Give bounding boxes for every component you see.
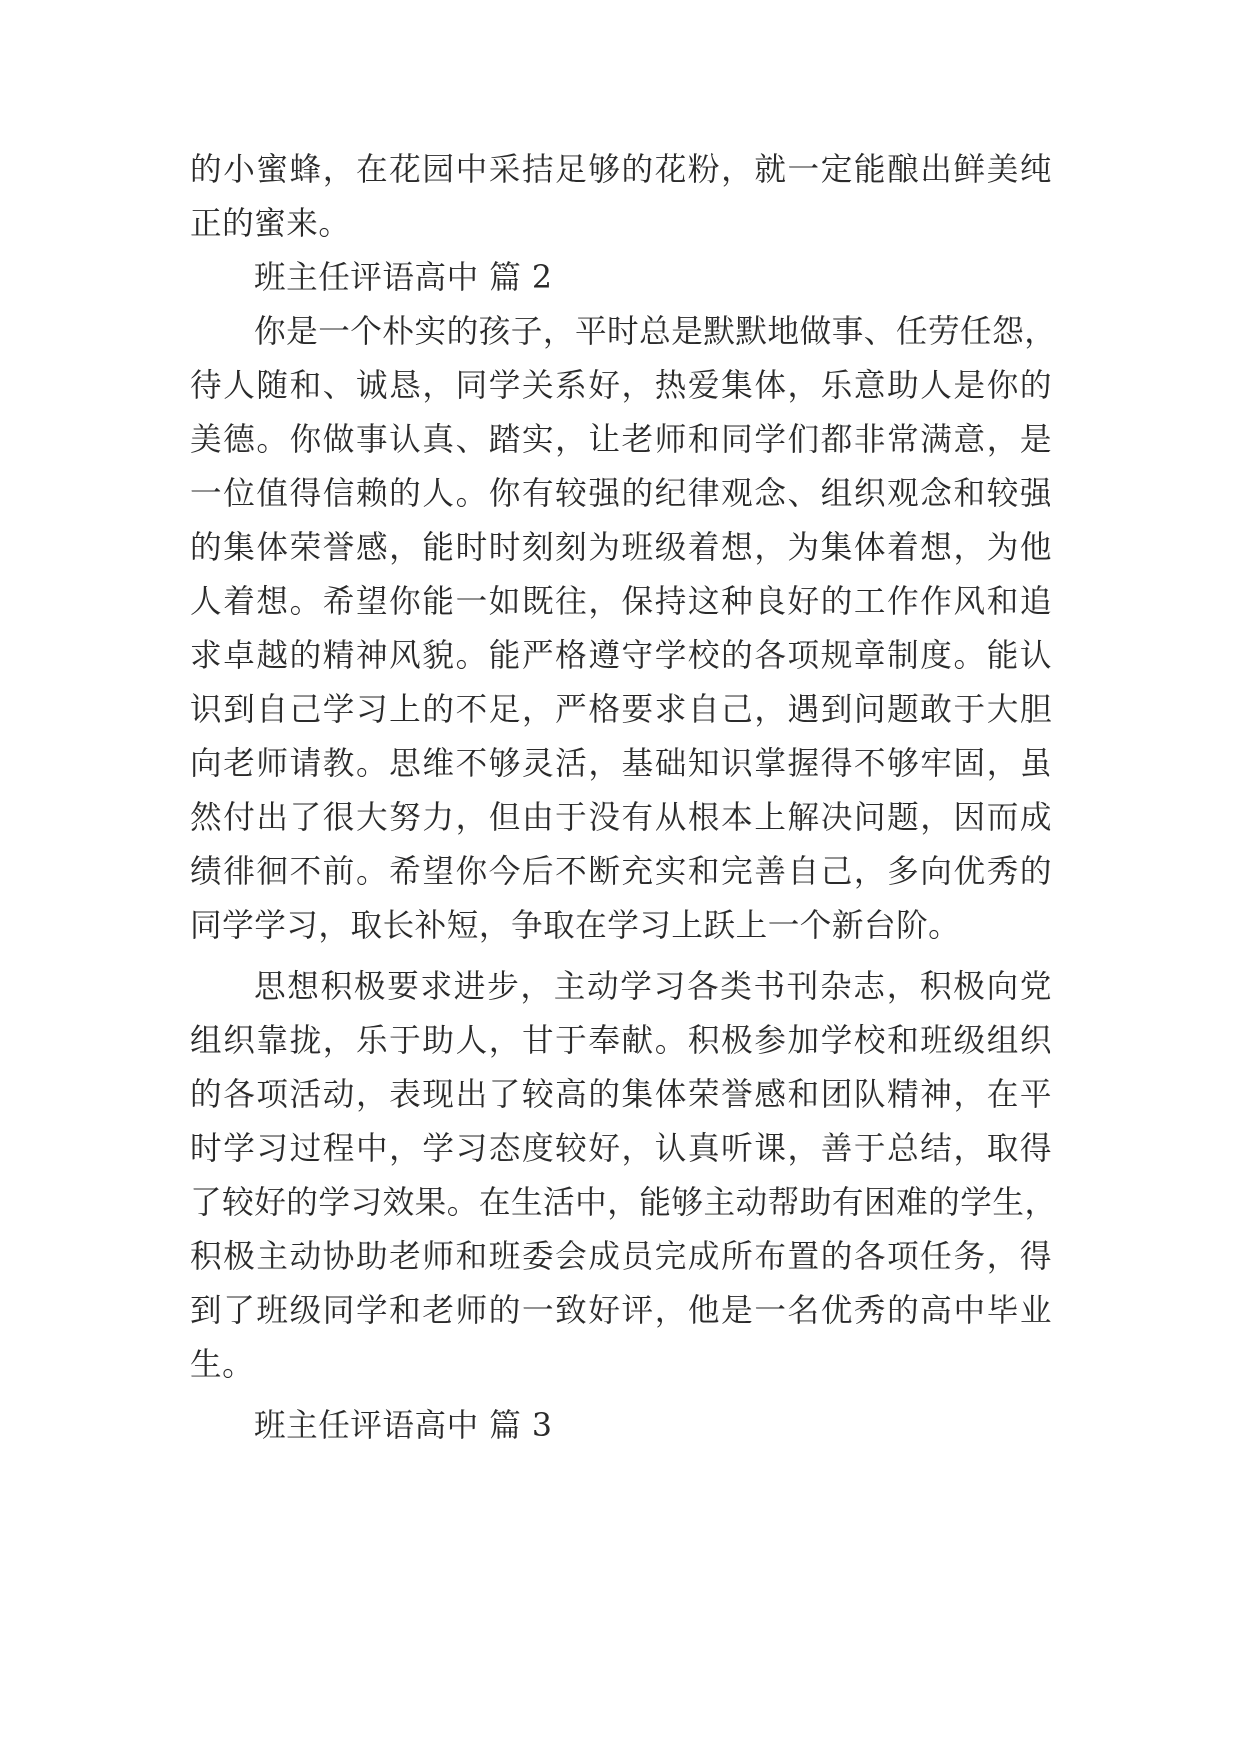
section-heading: 班主任评语高中 篇 3 <box>254 1408 553 1444</box>
paragraph-line: 了较好的学习效果。在生活中，能够主动帮助有困难的学生， <box>190 1185 1057 1221</box>
paragraph-line: 时学习过程中，学习态度较好，认真听课，善于总结，取得 <box>190 1131 1052 1167</box>
paragraph-line: 识到自己学习上的不足，严格要求自己，遇到问题敢于大胆 <box>190 692 1052 728</box>
paragraph-line: 的各项活动，表现出了较高的集体荣誉感和团队精神，在平 <box>190 1077 1052 1113</box>
paragraph-line: 同学学习，取长补短，争取在学习上跃上一个新台阶。 <box>190 908 961 944</box>
section-heading: 班主任评语高中 篇 2 <box>254 260 553 296</box>
paragraph-line: 的小蜜蜂，在花园中采拮足够的花粉，就一定能酿出鲜美纯 <box>190 152 1052 188</box>
paragraph-line: 到了班级同学和老师的一致好评，他是一名优秀的高中毕业 <box>190 1293 1052 1329</box>
paragraph-line: 一位值得信赖的人。你有较强的纪律观念、组织观念和较强 <box>190 476 1052 512</box>
paragraph-line: 正的蜜来。 <box>190 206 351 242</box>
paragraph-line: 绩徘徊不前。希望你今后不断充实和完善自己，多向优秀的 <box>190 854 1052 890</box>
paragraph-line: 待人随和、诚恳，同学关系好，热爱集体，乐意助人是你的 <box>190 368 1052 404</box>
paragraph-line: 向老师请教。思维不够灵活，基础知识掌握得不够牢固，虽 <box>190 746 1052 782</box>
paragraph-line: 求卓越的精神风貌。能严格遵守学校的各项规章制度。能认 <box>190 638 1052 674</box>
paragraph-line: 组织靠拢，乐于助人，甘于奉献。积极参加学校和班级组织 <box>190 1023 1052 1059</box>
paragraph-line: 思想积极要求进步，主动学习各类书刊杂志，积极向党 <box>254 969 1052 1005</box>
paragraph-line: 的集体荣誉感，能时时刻刻为班级着想，为集体着想，为他 <box>190 530 1052 566</box>
paragraph-line: 然付出了很大努力，但由于没有从根本上解决问题，因而成 <box>190 800 1052 836</box>
paragraph-line: 人着想。希望你能一如既往，保持这种良好的工作作风和追 <box>190 584 1052 620</box>
paragraph-line: 生。 <box>190 1347 255 1383</box>
paragraph-line: 积极主动协助老师和班委会成员完成所布置的各项任务，得 <box>190 1239 1052 1275</box>
paragraph-line: 美德。你做事认真、踏实，让老师和同学们都非常满意，是 <box>190 422 1052 458</box>
paragraph-line: 你是一个朴实的孩子，平时总是默默地做事、任劳任怨， <box>254 314 1057 350</box>
